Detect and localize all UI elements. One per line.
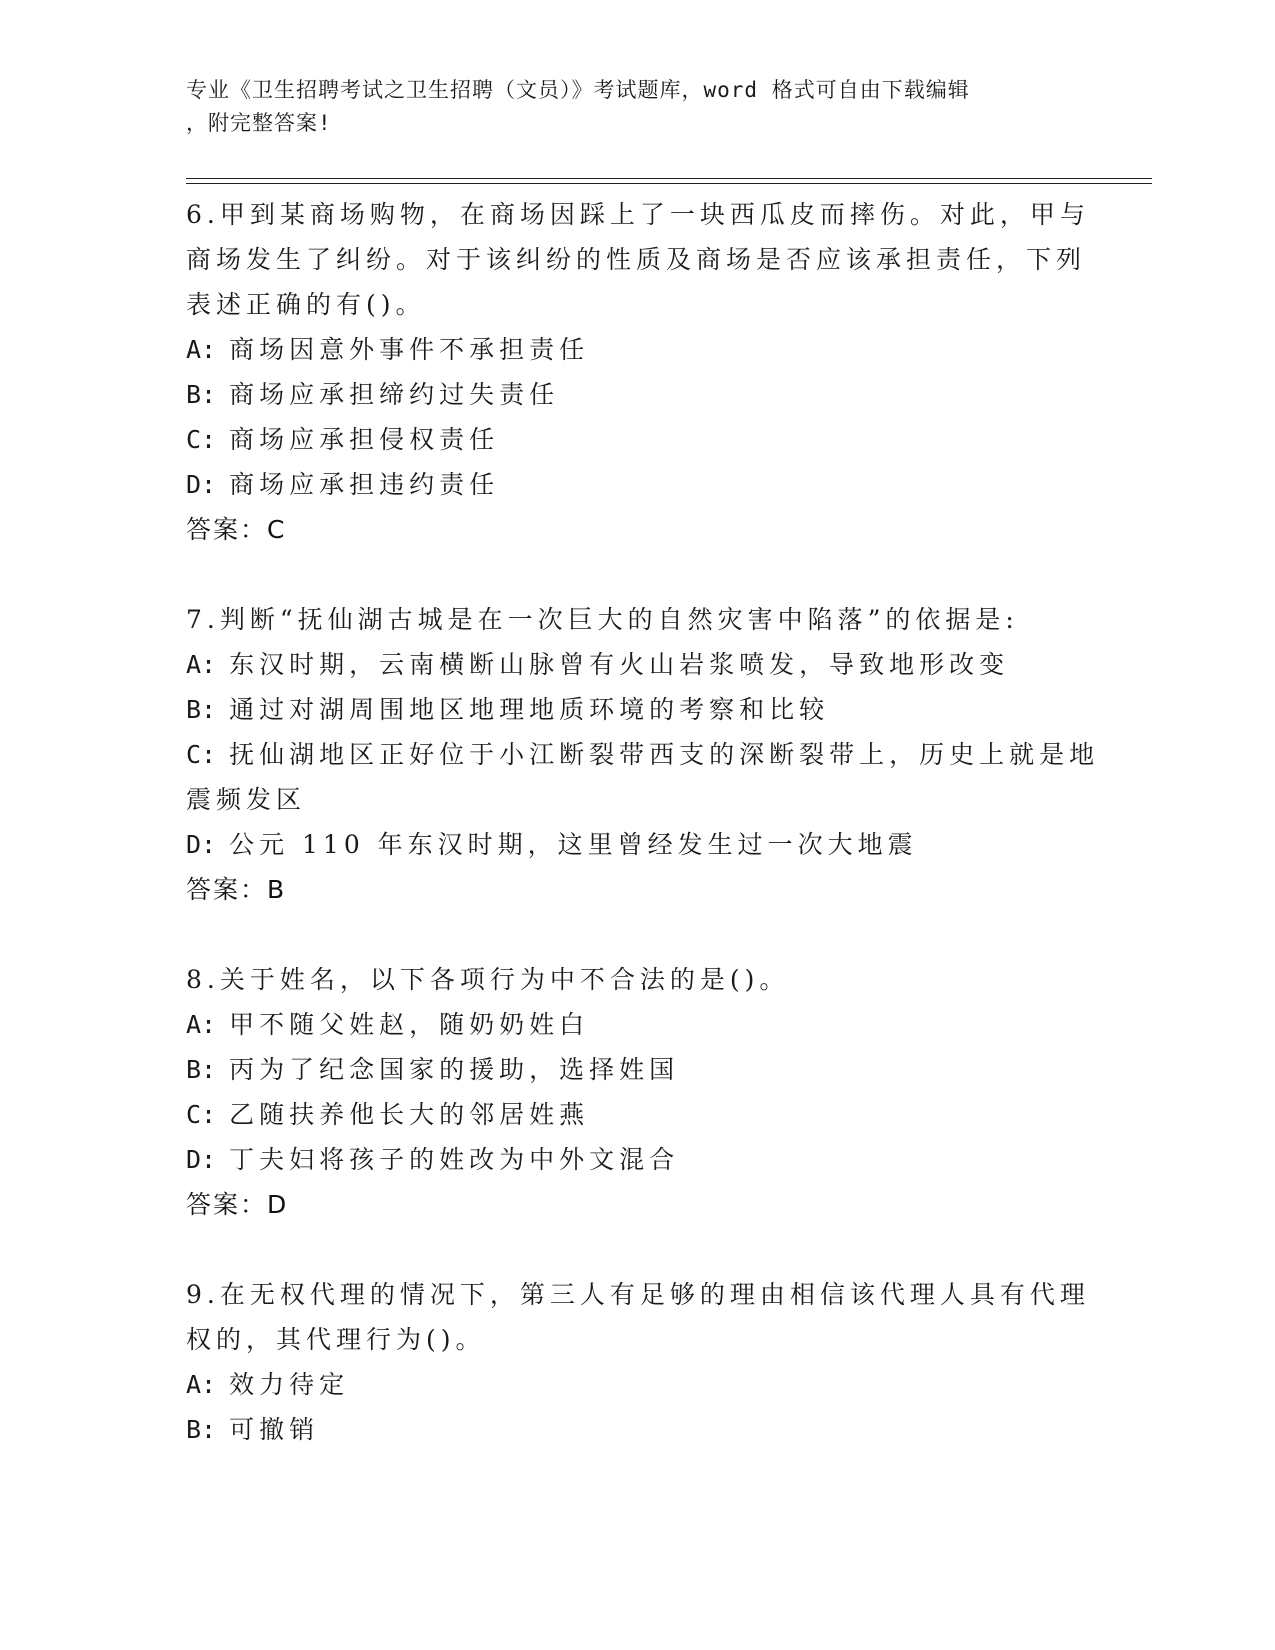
question-gap: [186, 552, 1066, 597]
option-key: C:: [186, 740, 217, 769]
option-text: 商场应承担违约责任: [229, 470, 500, 499]
option-text: 甲不随父姓赵，随奶奶姓白: [229, 1010, 590, 1039]
option-a: [186, 1362, 1066, 1407]
header-line-1: 专业《卫生招聘考试之卫生招聘（文员）》考试题库，word 格式可自由下载编辑: [186, 78, 970, 102]
option-b: [186, 372, 1066, 417]
header-line-2: ，附完整答案!: [186, 111, 332, 135]
answer-line: 答案：C: [186, 515, 287, 544]
question-stem-line: 7.判断“抚仙湖古城是在一次巨大的自然灾害中陷落”的依据是:: [186, 605, 1019, 634]
option-text: 公元 110 年东汉时期，这里曾经发生过一次大地震: [229, 830, 918, 859]
option-text: 商场应承担侵权责任: [229, 425, 500, 454]
option-text: 商场应承担缔约过失责任: [229, 380, 560, 409]
option-key: A:: [186, 650, 217, 679]
option-b: [186, 687, 1066, 732]
option-text: 东汉时期，云南横断山脉曾有火山岩浆喷发，导致地形改变: [229, 650, 1010, 679]
option-text: 丙为了纪念国家的援助，选择姓国: [229, 1055, 680, 1084]
option-key: D:: [186, 830, 217, 859]
option-text: 通过对湖周围地区地理地质环境的考察和比较: [229, 695, 830, 724]
option-key: B:: [186, 695, 217, 724]
option-c-continuation: 震频发区: [186, 785, 307, 814]
option-d: [186, 1137, 1066, 1182]
option-key: D:: [186, 1145, 217, 1174]
answer-line: 答案：B: [186, 875, 287, 904]
option-text: 效力待定: [229, 1370, 350, 1399]
option-a: [186, 327, 1066, 372]
question-list: [186, 192, 1100, 1452]
option-text: 丁夫妇将孩子的姓改为中外文混合: [229, 1145, 680, 1174]
header-divider-top: [186, 178, 1152, 179]
option-d: [186, 462, 1066, 507]
question-gap: [186, 1227, 1066, 1272]
option-key: A:: [186, 335, 217, 364]
question-stem-line: 8.关于姓名，以下各项行为中不合法的是()。: [186, 965, 790, 994]
option-b: [186, 1407, 1066, 1452]
option-a: [186, 642, 1066, 687]
option-key: C:: [186, 1100, 217, 1129]
question-stem-line: 6.甲到某商场购物，在商场因踩上了一块西瓜皮而摔伤。对此，甲与: [186, 200, 1090, 229]
question-8: [186, 957, 1066, 1227]
option-key: C:: [186, 425, 217, 454]
question-9: [186, 1272, 1090, 1452]
question-stem-line: 9.在无权代理的情况下，第三人有足够的理由相信该代理人具有代理: [186, 1280, 1090, 1309]
header-divider-bottom: [186, 183, 1152, 184]
answer-line: 答案：D: [186, 1190, 289, 1219]
option-key: B:: [186, 1055, 217, 1084]
question-stem-line: 商场发生了纠纷。对于该纠纷的性质及商场是否应该承担责任，下列: [186, 245, 1087, 274]
option-d: [186, 822, 1066, 867]
option-text: 商场因意外事件不承担责任: [229, 335, 590, 364]
option-c: [186, 417, 1066, 462]
question-7: [186, 597, 1100, 912]
option-text: 抚仙湖地区正好位于小江断裂带西支的深断裂带上，历史上就是地: [229, 740, 1100, 769]
option-key: B:: [186, 380, 217, 409]
option-key: A:: [186, 1010, 217, 1039]
option-key: B:: [186, 1415, 217, 1444]
option-b: [186, 1047, 1066, 1092]
question-stem-line: 表述正确的有()。: [186, 290, 426, 319]
option-text: 乙随扶养他长大的邻居姓燕: [229, 1100, 590, 1129]
option-c: [186, 1092, 1066, 1137]
question-stem-line: 权的，其代理行为()。: [186, 1325, 486, 1354]
option-a: [186, 1002, 1066, 1047]
question-6: [186, 192, 1090, 552]
document-header: [186, 74, 1066, 140]
question-gap: [186, 912, 1066, 957]
option-key: A:: [186, 1370, 217, 1399]
option-text: 可撤销: [229, 1415, 320, 1444]
option-key: D:: [186, 470, 217, 499]
option-c: [186, 732, 1100, 777]
